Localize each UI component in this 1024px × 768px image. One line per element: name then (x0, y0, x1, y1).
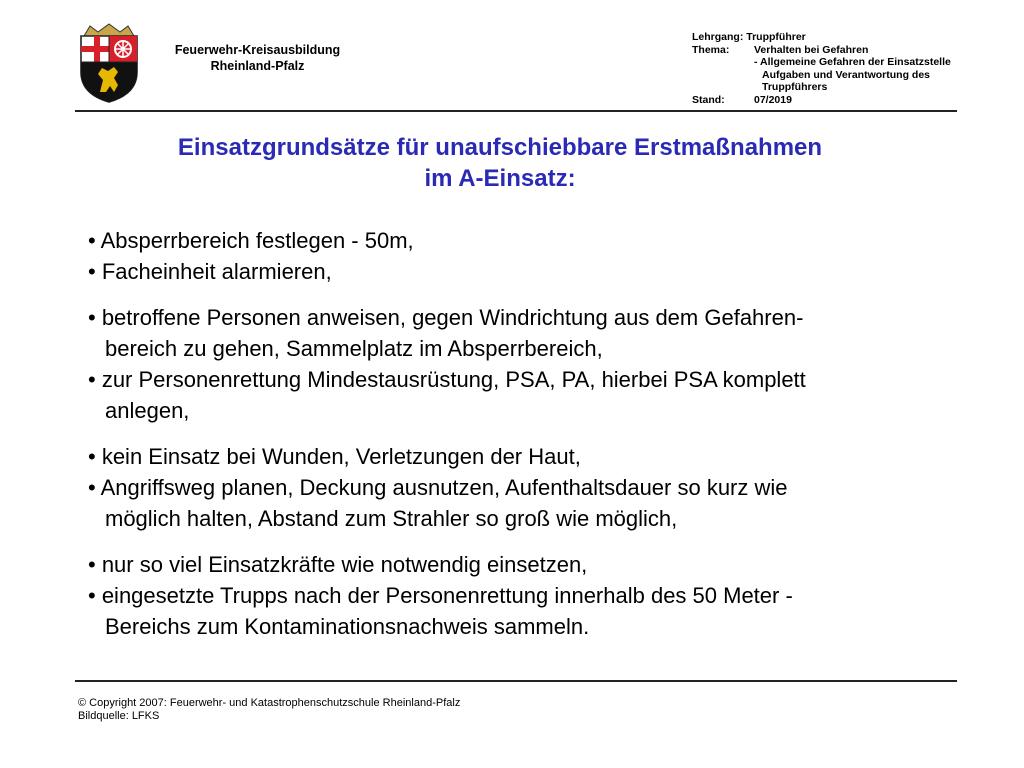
page-title (100, 132, 900, 194)
bullet-text: • betroffene Personen anweisen, gegen Windrichtung aus dem Gefahren- (88, 305, 804, 330)
bullet-text: • eingesetzte Trupps nach der Personenrettung innerhalb des 50 Meter - (88, 583, 793, 608)
list-item (88, 302, 948, 364)
rheinland-pfalz-coat-of-arms-icon (76, 22, 142, 104)
thema-line-1: Verhalten bei Gefahren (754, 43, 869, 56)
thema-line-4: Truppführers (762, 81, 828, 93)
bullet-continuation: anlegen, (105, 398, 190, 423)
bullet-text: • Facheinheit alarmieren, (88, 259, 332, 284)
footer (78, 697, 460, 723)
list-item (88, 472, 948, 534)
thema-line-3: Aufgaben und Verantwortung des (762, 68, 931, 81)
list-item (88, 225, 948, 256)
bullet-text: • kein Einsatz bei Wunden, Verletzungen der Haut, (88, 444, 581, 469)
thema-label: Thema: (692, 43, 730, 56)
list-item (88, 549, 948, 580)
list-item (88, 364, 948, 426)
course-meta (692, 31, 982, 106)
footer-divider (75, 680, 957, 682)
bullet-continuation: Bereichs zum Kontaminationsnachweis sammeln. (105, 614, 590, 639)
list-item (88, 580, 948, 642)
bullet-text: • Angriffsweg planen, Deckung ausnutzen, Aufenthaltsdauer so kurz wie (88, 475, 788, 500)
stand-label: Stand: (692, 93, 725, 106)
bullet-text: • nur so viel Einsatzkräfte wie notwendig einsetzen, (88, 552, 588, 577)
image-source-text: Bildquelle: LFKS (78, 710, 160, 722)
bullet-list (88, 225, 948, 642)
bullet-continuation: möglich halten, Abstand zum Strahler so groß wie möglich, (105, 506, 678, 531)
bullet-continuation: bereich zu gehen, Sammelplatz im Absperrbereich, (105, 336, 603, 361)
stand-value: 07/2019 (754, 93, 792, 106)
title-line-1: Einsatzgrundsätze für unaufschiebbare Erstmaßnahmen (177, 134, 823, 161)
header-divider (75, 110, 957, 112)
bullet-text: • Absperrbereich festlegen - 50m, (88, 228, 414, 253)
copyright-text: © Copyright 2007: Feuerwehr- und Katastrophenschutzschule Rheinland-Pfalz (78, 697, 461, 709)
org-line-1: Feuerwehr-Kreisausbildung (174, 43, 341, 57)
lehrgang-text: Lehrgang: Truppführer (692, 31, 806, 43)
organization-name (150, 42, 365, 74)
bullet-text: • zur Personenrettung Mindestausrüstung, PSA, PA, hierbei PSA komplett (88, 367, 806, 392)
list-item (88, 256, 948, 287)
title-line-2: im A-Einsatz: (424, 165, 576, 192)
thema-line-2: - Allgemeine Gefahren der Einsatzstelle (754, 56, 951, 68)
org-line-2: Rheinland-Pfalz (210, 59, 305, 73)
list-item (88, 441, 948, 472)
